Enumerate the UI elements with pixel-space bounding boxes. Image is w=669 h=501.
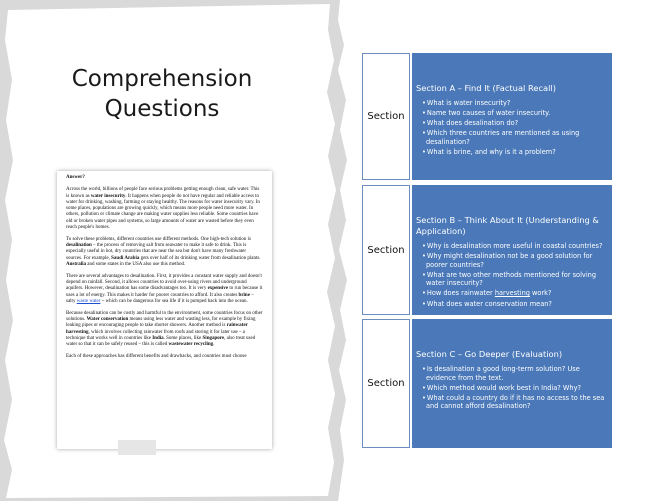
section-b-box <box>412 185 612 315</box>
waste-water-link[interactable]: waste water <box>76 299 101 305</box>
page-title <box>48 64 276 124</box>
question-item: •What are two other methods mentioned for solving water insecurity? <box>422 270 597 288</box>
section-a-label: Section <box>362 53 410 180</box>
question-item: •Which three countries are mentioned as using desalination? <box>422 129 580 146</box>
section-c-row <box>362 319 612 448</box>
section-c-questions <box>416 365 606 411</box>
paragraph-2: To solve these problems, different countries use different methods. One high-tech solution is desalination – the process of removing salt from seawater to make it safe to drink. This is especially useful in hot, dry countries that are near the sea but don't have many freshwater sources. For example, Saudi Arabia gets over half of its drinking water from desalination plants. Australia and some states in the USA also use this method. <box>66 236 261 268</box>
question-item: •What does desalination do? <box>422 119 519 128</box>
section-a-row <box>362 53 612 180</box>
paragraph-1: Across the world, billions of people face serious problems getting enough clean, safe water. This is known as water insecurity. It happens when people do not have regular and reliable access to water for drinking, washing, farming or staying healthy. The reasons for water insecurity vary. In some places, populations are growing quickly, which means more people need more water. In others, pollution or climate change are making water supplies less reliable. Some countries have old or broken water pipes and systems, so large amounts of water are wasted before they even reach people's homes. <box>66 187 260 231</box>
question-item: •What is brine, and why is it a problem? <box>422 147 556 156</box>
section-c-box <box>412 319 612 448</box>
question-item: •How does rainwater harvesting work? <box>422 289 552 298</box>
question-item: •Is desalination a good long-term solution? Use evidence from the text. <box>422 365 580 382</box>
section-b-heading: Section B – Think About It (Understanding & Application) <box>416 215 599 236</box>
title-line-1: Comprehension <box>71 66 253 92</box>
paragraph-5: Each of these approaches has different benefits and drawbacks, and countries must choose <box>66 354 247 360</box>
question-item: •What is water insecurity? <box>422 99 511 107</box>
section-b-questions <box>416 242 606 308</box>
article-document <box>57 171 272 449</box>
title-line-2: Questions <box>104 96 220 122</box>
question-item: •Name two causes of water insecurity. <box>422 109 551 118</box>
paragraph-3: There are several advantages to desalination. First, it provides a constant water supply and doesn't depend on rainfall. Second, it allows countries to avoid over-using rivers and underground aquifers. However, desalination has some disadvantages too. It is very expensive to run because it uses a lot of energy. This makes it harder for poorer countries to afford. It also creates brine – salty waste water – which can be dangerous for sea life if it is pumped back into the ocean. <box>66 273 263 305</box>
document-heading: Answer? <box>66 175 85 180</box>
section-c-label: Section <box>362 319 410 448</box>
question-item: •What does water conservation mean? <box>422 299 552 308</box>
section-c-heading: Section C – Go Deeper (Evaluation) <box>416 349 563 359</box>
section-a-questions <box>416 99 606 157</box>
section-b-row <box>362 185 612 315</box>
section-b-label: Section <box>362 185 410 315</box>
paragraph-4: Because desalination can be costly and harmful to the environment, some countries focus on other solutions. Water conservation means using less water and wasting less, for example by fixing leaking pipes or encouraging people to take shorter showers. Another method is rainwater harvesting, which involves collecting rainwater from roofs and storing it for later use – a technique that works well in countries like India. Some places, like Singapore, also treat used water so that it can be safely reused – this is called wastewater recycling. <box>66 310 263 348</box>
document-tab <box>118 440 156 455</box>
section-a-heading: Section A – Find It (Factual Recall) <box>416 83 556 93</box>
question-item: •Why might desalination not be a good solution for poorer countries? <box>422 252 593 269</box>
question-item: •What could a country do if it has no access to the sea and cannot afford desalination? <box>422 393 605 411</box>
section-a-box <box>412 53 612 180</box>
question-item: •Which method would work best in India? Why? <box>422 383 581 392</box>
question-item: •Why is desalination more useful in coastal countries? <box>422 242 603 250</box>
